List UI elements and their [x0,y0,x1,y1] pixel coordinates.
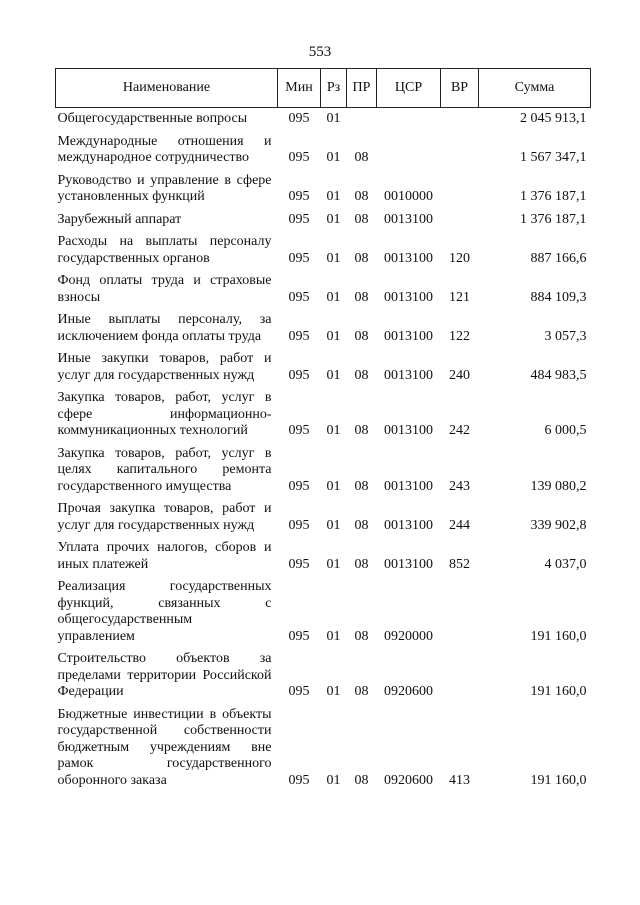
row-sum: 884 109,3 [530,289,587,305]
table-row [56,270,591,309]
row-vr [441,209,479,232]
row-sum: 4 037,0 [544,556,587,572]
row-vr: 413 [449,772,470,788]
row-pr: 08 [354,628,369,644]
table-row [56,309,591,348]
row-vr: 244 [449,517,470,533]
row-rz: 01 [326,684,341,699]
row-name: Международные отношения и международное сотрудничество [57,133,272,165]
row-pr: 08 [354,556,369,572]
row-csr: 0013100 [384,250,433,266]
table-row [56,108,591,131]
column-header-sum: Сумма [479,69,591,108]
row-name: Иные выплаты персоналу, за исключением фонда оплаты труда [57,312,272,344]
page-number: 553 [308,44,332,60]
row-pr: 08 [354,211,369,227]
row-sum: 2 045 913,1 [520,111,587,126]
row-name: Реализация государственных функций, связанных с общегосударственным управлением [57,579,272,644]
row-vr: 122 [449,328,470,344]
budget-table [55,68,591,792]
table-row [56,170,591,209]
row-pr: 08 [354,250,369,266]
row-name: Руководство и управление в сфере установленных функций [57,172,272,204]
row-sum: 6 000,5 [544,423,587,438]
row-min: 095 [288,211,310,227]
row-sum: 484 983,5 [530,367,587,383]
row-name: Иные закупки товаров, работ и услуг для государственных нужд [57,351,272,383]
row-sum: 887 166,6 [530,250,587,266]
column-header-csr: ЦСР [377,69,441,108]
row-sum: 339 902,8 [530,517,587,533]
row-sum: 3 057,3 [544,328,587,344]
row-csr: 0013100 [384,211,433,227]
row-csr: 0013100 [384,556,433,572]
row-csr: 0920600 [384,684,433,699]
row-min: 095 [288,684,310,699]
row-pr [347,108,377,131]
row-name: Общегосударственные вопросы [57,111,248,126]
row-name: Фонд оплаты труда и страховые взносы [57,273,272,305]
row-vr: 121 [449,289,470,305]
table-row [56,498,591,537]
row-rz: 01 [326,423,341,438]
table-row [56,131,591,170]
row-vr: 120 [449,250,470,266]
row-name: Уплата прочих налогов, сборов и иных платежей [57,540,272,572]
row-rz: 01 [326,111,341,126]
row-min: 095 [288,556,310,572]
table-row [56,387,591,443]
table-row [56,704,591,793]
table-row [56,231,591,270]
row-rz: 01 [326,628,341,644]
row-csr: 0920600 [384,772,433,788]
row-rz: 01 [326,250,341,266]
row-min: 095 [288,328,310,344]
row-sum: 1 376 187,1 [520,211,587,227]
row-name: Строительство объектов за пределами территории Российской Федерации [57,651,272,699]
column-header-name: Наименование [56,69,278,108]
row-name: Закупка товаров, работ, услуг в сфере информационно-коммуникационных технологий [57,390,272,438]
row-min: 095 [288,367,310,383]
row-rz: 01 [326,211,341,227]
row-vr [441,170,479,209]
row-min: 095 [288,189,310,204]
row-rz: 01 [326,150,341,165]
row-rz: 01 [326,517,341,533]
row-pr: 08 [354,684,369,699]
row-csr [377,108,441,131]
row-name: Закупка товаров, работ, услуг в целях капитального ремонта государственного имущества [57,445,272,494]
row-pr: 08 [354,328,369,344]
column-header-pr: ПР [347,69,377,108]
table-header [56,69,591,108]
table-row [56,576,591,648]
row-vr [441,576,479,648]
row-min: 095 [288,250,310,266]
row-sum: 139 080,2 [530,478,587,494]
row-vr: 852 [449,556,470,572]
row-vr [441,648,479,704]
row-min: 095 [288,628,310,644]
row-name: Прочая закупка товаров, работ и услуг для государственных нужд [57,501,272,533]
row-min: 095 [288,423,310,438]
row-rz: 01 [326,367,341,383]
row-rz: 01 [326,328,341,344]
row-pr: 08 [354,289,369,305]
row-csr: 0920000 [384,628,433,644]
row-vr: 240 [449,367,470,383]
row-sum: 1 567 347,1 [520,150,587,165]
row-csr: 0013100 [384,328,433,344]
row-rz: 01 [326,772,341,788]
row-csr: 0013100 [384,423,433,438]
row-vr [441,131,479,170]
column-header-rz: Рз [321,69,347,108]
row-sum: 191 160,0 [530,684,587,699]
row-csr: 0013100 [384,517,433,533]
table-row [56,443,591,499]
row-name: Бюджетные инвестиции в объекты государственной собственности бюджетным учреждениям вне рамок государственного оборонного заказа [57,706,272,788]
row-pr: 08 [354,367,369,383]
row-rz: 01 [326,556,341,572]
row-pr: 08 [354,772,369,788]
row-min: 095 [288,772,310,788]
table-row [56,209,591,232]
row-min: 095 [288,289,310,305]
row-rz: 01 [326,478,341,494]
row-csr [377,131,441,170]
row-min: 095 [288,150,310,165]
table-row [56,648,591,704]
row-rz: 01 [326,289,341,305]
row-pr: 08 [354,478,369,494]
row-name: Зарубежный аппарат [57,211,182,227]
row-min: 095 [288,517,310,533]
row-pr: 08 [354,423,369,438]
row-sum: 191 160,0 [530,772,587,788]
table-row [56,348,591,387]
table-row [56,537,591,576]
row-csr: 0013100 [384,289,433,305]
row-csr: 0010000 [384,189,433,204]
row-csr: 0013100 [384,367,433,383]
row-pr: 08 [354,517,369,533]
column-header-vr: ВР [441,69,479,108]
row-sum: 191 160,0 [530,628,587,644]
row-vr: 242 [449,423,470,438]
row-rz: 01 [326,189,341,204]
row-vr: 243 [449,478,470,494]
row-min: 095 [288,111,310,126]
row-csr: 0013100 [384,478,433,494]
row-vr [441,108,479,131]
row-name: Расходы на выплаты персоналу государственных органов [57,234,272,266]
row-pr: 08 [354,189,369,204]
column-header-min: Мин [278,69,321,108]
row-pr: 08 [354,150,369,165]
row-min: 095 [288,478,310,494]
row-sum: 1 376 187,1 [520,189,587,204]
